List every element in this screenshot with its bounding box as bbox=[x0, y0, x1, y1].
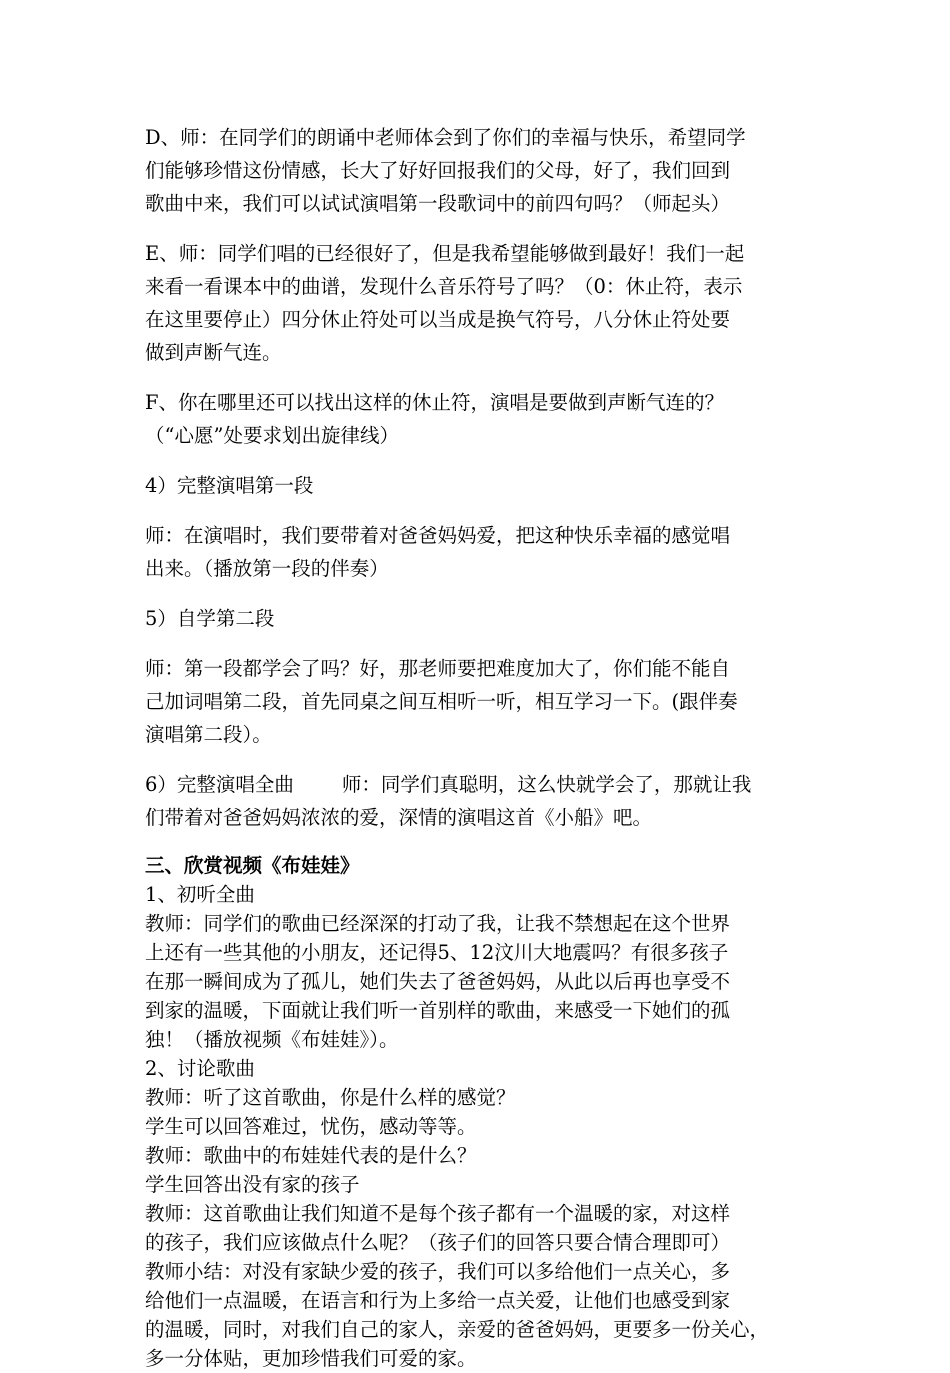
text-line: 来看一看课本中的曲谱，发现什么音乐符号了吗？（0：休止符，表示 bbox=[145, 275, 743, 298]
text-line: E、师：同学们唱的已经很好了，但是我希望能够做到最好！我们一起 bbox=[145, 242, 745, 265]
paragraph-e bbox=[145, 237, 815, 369]
text-line: 们能够珍惜这份情感，长大了好好回报我们的父母，好了，我们回到 bbox=[145, 159, 731, 182]
text-line: 2、讨论歌曲 bbox=[145, 1057, 255, 1080]
text-line: 在那一瞬间成为了孤儿，她们失去了爸爸妈妈，从此以后再也享受不 bbox=[145, 970, 731, 993]
text-line bbox=[145, 768, 815, 801]
text-line: 多一分体贴，更加珍惜我们可爱的家。 bbox=[145, 1347, 477, 1370]
text-line: 师：在演唱时，我们要带着对爸爸妈妈爱，把这种快乐幸福的感觉唱 bbox=[145, 524, 731, 547]
text-line: 5）自学第二段 bbox=[145, 607, 275, 630]
text-line: 教师：这首歌曲让我们知道不是每个孩子都有一个温暖的家，对这样 bbox=[145, 1202, 731, 1225]
text-line: 己加词唱第二段，首先同桌之间互相听一听，相互学习一下。(跟伴奏 bbox=[145, 690, 738, 713]
text-line: 做到声断气连。 bbox=[145, 341, 282, 364]
step-5-body bbox=[145, 652, 815, 751]
text-line: 教师：听了这首歌曲，你是什么样的感觉？ bbox=[145, 1086, 516, 1109]
step-4-heading bbox=[145, 469, 815, 502]
text-line: 独！（播放视频《布娃娃》）。 bbox=[145, 1028, 399, 1051]
section-3-title: 三、欣赏视频《布娃娃》 bbox=[145, 854, 360, 877]
text-line: （“心愿”处要求划出旋律线） bbox=[145, 424, 399, 447]
text-line: 歌曲中来，我们可以试试演唱第一段歌词中的前四句吗？（师起头） bbox=[145, 192, 731, 215]
text-line: 学生可以回答难过，忧伤，感动等等。 bbox=[145, 1115, 477, 1138]
text-line: 教师小结：对没有家缺少爱的孩子，我们可以多给他们一点关心，多 bbox=[145, 1260, 731, 1283]
text-line: 演唱第二段）。 bbox=[145, 723, 272, 746]
text-line: F、你在哪里还可以找出这样的休止符，演唱是要做到声断气连的？ bbox=[145, 391, 725, 414]
document-body bbox=[145, 121, 815, 1373]
text-line: 学生回答出没有家的孩子 bbox=[145, 1173, 360, 1196]
text-line: 给他们一点温暖，在语言和行为上多给一点关爱，让他们也感受到家 bbox=[145, 1289, 731, 1312]
text-line: D、师：在同学们的朗诵中老师体会到了你们的幸福与快乐，希望同学 bbox=[145, 126, 746, 149]
text-line: 到家的温暖，下面就让我们听一首别样的歌曲，来感受一下她们的孤 bbox=[145, 999, 731, 1022]
paragraph-d bbox=[145, 121, 815, 220]
step-6-text: 师：同学们真聪明，这么快就学会了，那就让我 bbox=[341, 773, 752, 796]
text-line: 教师：同学们的歌曲已经深深的打动了我，让我不禁想起在这个世界 bbox=[145, 912, 731, 935]
text-line: 的孩子，我们应该做点什么呢？（孩子们的回答只要合情合理即可） bbox=[145, 1231, 731, 1254]
text-line: 上还有一些其他的小朋友，还记得5、12汶川大地震吗？有很多孩子 bbox=[145, 941, 729, 964]
step-6-label: 6）完整演唱全曲 bbox=[145, 773, 294, 796]
text-line: 1、初听全曲 bbox=[145, 883, 255, 906]
text-line: 师：第一段都学会了吗？好，那老师要把难度加大了，你们能不能自 bbox=[145, 657, 731, 680]
text-line: 教师：歌曲中的布娃娃代表的是什么？ bbox=[145, 1144, 477, 1167]
step-4-body bbox=[145, 519, 815, 585]
text-line: 在这里要停止）四分休止符处可以当成是换气符号，八分休止符处要 bbox=[145, 308, 731, 331]
step-6-paragraph bbox=[145, 768, 815, 834]
text-line: 出来。（播放第一段的伴奏） bbox=[145, 557, 389, 580]
step-5-heading bbox=[145, 602, 815, 635]
section-3-body bbox=[145, 880, 815, 1373]
text-line: 4）完整演唱第一段 bbox=[145, 474, 314, 497]
text-line: 的温暖，同时，对我们自己的家人，亲爱的爸爸妈妈，更要多一份关心， bbox=[145, 1318, 770, 1341]
paragraph-f bbox=[145, 386, 815, 452]
text-line: 们带着对爸爸妈妈浓浓的爱，深情的演唱这首《小船》吧。 bbox=[145, 806, 653, 829]
